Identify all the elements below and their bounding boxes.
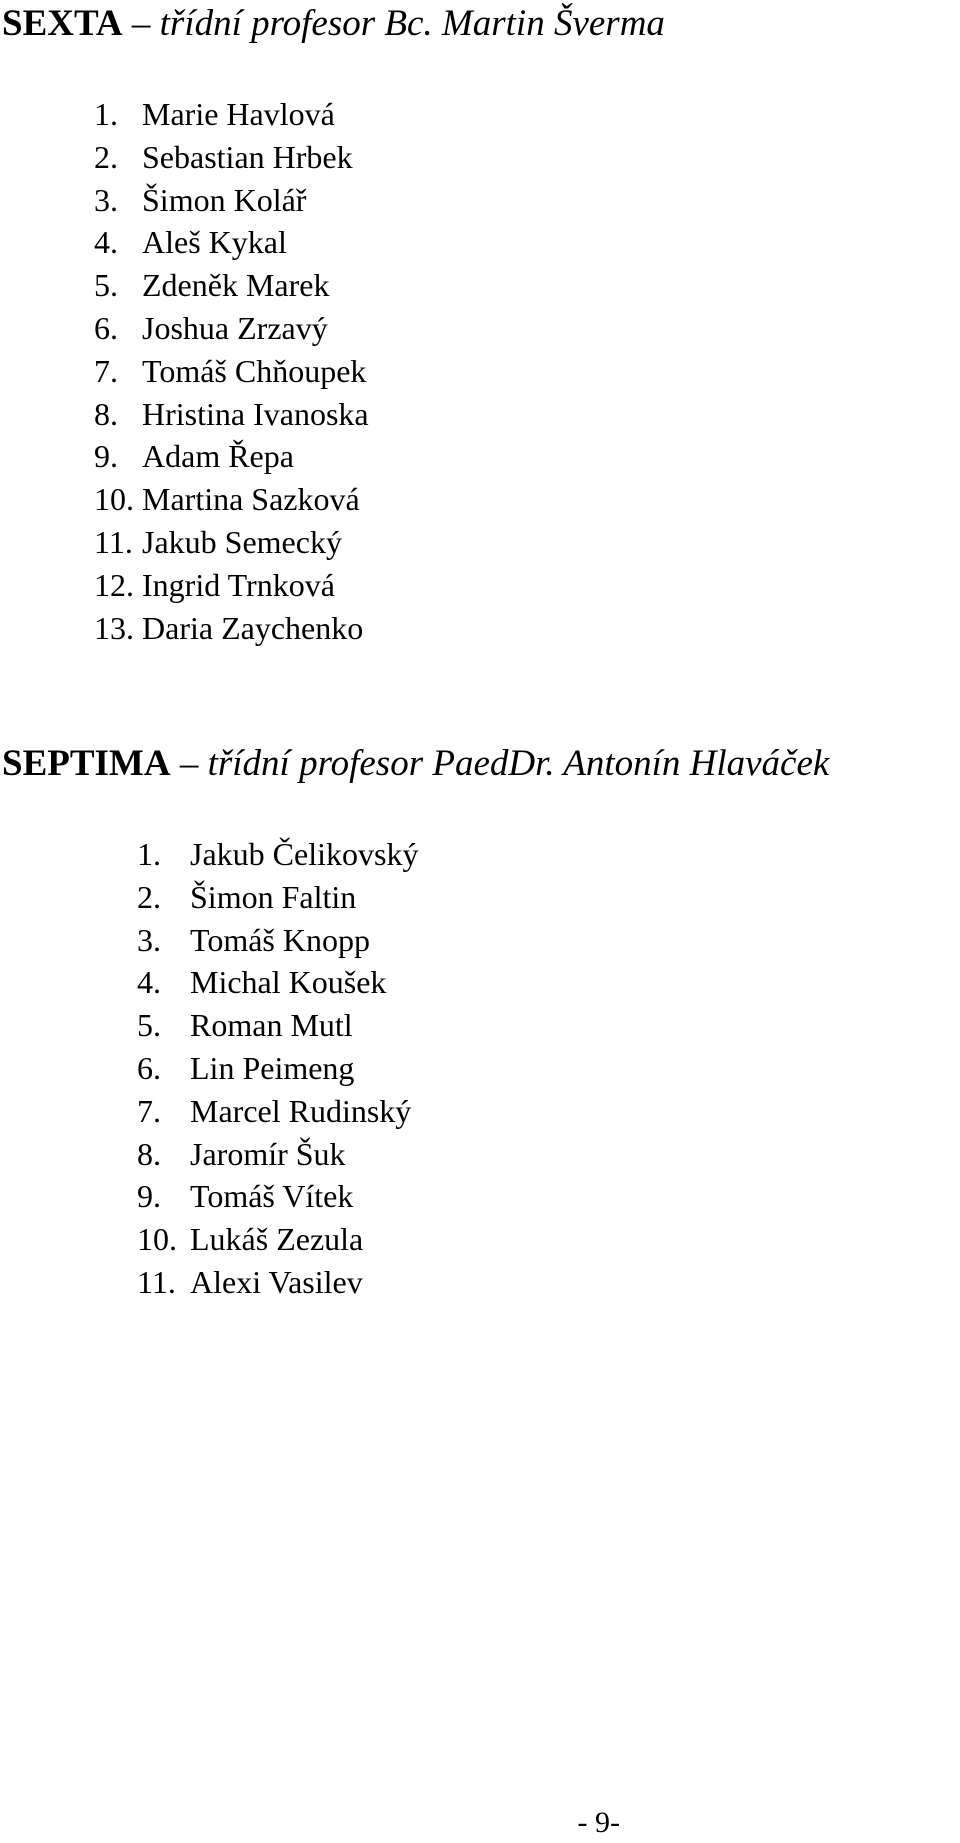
list-item (137, 1004, 418, 1047)
item-number: 9. (137, 1178, 161, 1215)
student-name: Marie Havlová (142, 96, 335, 132)
student-name: Michal Koušek (190, 964, 387, 1001)
student-name: Alexi Vasilev (190, 1263, 363, 1300)
item-number: 1. (94, 96, 118, 132)
item-number: 11. (137, 1263, 176, 1300)
list-item (137, 1133, 418, 1176)
list-item (94, 264, 369, 307)
item-number: 10. (137, 1221, 177, 1258)
item-number: 4. (137, 964, 161, 1001)
student-name: Joshua Zrzavý (142, 309, 328, 346)
list-item (94, 521, 369, 564)
list-item (94, 350, 369, 393)
item-number: 6. (137, 1049, 161, 1086)
sexta-heading (2, 2, 665, 46)
page-number: - 9- (577, 1806, 620, 1839)
student-name: Tomáš Knopp (190, 921, 370, 958)
heading-dash: – (131, 3, 151, 44)
list-item (94, 307, 369, 350)
heading-dash: – (179, 743, 199, 784)
class-name: SEXTA (2, 3, 123, 44)
list-item (137, 833, 418, 876)
student-name: Tomáš Chňoupek (142, 352, 367, 389)
item-number: 3. (137, 921, 161, 958)
list-item (137, 1047, 418, 1090)
student-name: Tomáš Vítek (190, 1178, 354, 1215)
student-name: Sebastian Hrbek (142, 138, 353, 175)
list-item (137, 961, 418, 1004)
student-name: Hristina Ivanoska (142, 395, 369, 432)
student-name: Adam Řepa (142, 438, 294, 475)
list-item (94, 93, 369, 136)
item-number: 5. (94, 267, 118, 304)
student-name: Jakub Semecký (142, 523, 342, 560)
student-name: Aleš Kykal (142, 224, 287, 261)
student-name: Lukáš Zezula (190, 1221, 364, 1258)
class-teacher: třídní profesor Bc. Martin Šverma (159, 3, 665, 44)
item-number: 7. (137, 1092, 161, 1129)
item-number: 1. (137, 836, 161, 872)
student-name: Daria Zaychenko (142, 609, 364, 646)
student-name: Šimon Faltin (190, 878, 357, 915)
list-item (137, 1175, 418, 1218)
list-item (94, 564, 369, 607)
list-item (94, 393, 369, 436)
class-name: SEPTIMA (2, 743, 171, 784)
list-item (137, 876, 418, 919)
item-number: 10. (94, 481, 134, 518)
list-item (137, 1218, 418, 1261)
septima-heading (2, 742, 829, 786)
list-item (137, 1261, 418, 1304)
item-number: 2. (94, 138, 118, 175)
student-name: Ingrid Trnková (142, 566, 335, 603)
list-item (94, 607, 369, 650)
list-item (137, 1090, 418, 1133)
list-item (94, 478, 369, 521)
student-name: Marcel Rudinský (190, 1092, 412, 1129)
item-number: 9. (94, 438, 118, 475)
item-number: 11. (94, 523, 133, 560)
septima-student-list (137, 833, 418, 1304)
item-number: 7. (94, 352, 118, 389)
item-number: 13. (94, 609, 134, 646)
item-number: 6. (94, 309, 118, 346)
student-name: Šimon Kolář (142, 181, 307, 218)
item-number: 8. (94, 395, 118, 432)
student-name: Jakub Čelikovský (190, 836, 419, 872)
sexta-student-list (94, 93, 369, 649)
list-item (94, 221, 369, 264)
student-name: Lin Peimeng (190, 1049, 355, 1086)
item-number: 4. (94, 224, 118, 261)
student-name: Zdeněk Marek (142, 267, 330, 304)
item-number: 2. (137, 878, 161, 915)
student-name: Roman Mutl (190, 1007, 353, 1044)
list-item (94, 136, 369, 179)
class-teacher: třídní profesor PaedDr. Antonín Hlaváček (207, 743, 830, 784)
list-item (137, 919, 418, 962)
list-item (94, 435, 369, 478)
item-number: 12. (94, 566, 134, 603)
list-item (94, 179, 369, 222)
student-name: Martina Sazková (142, 481, 360, 518)
item-number: 5. (137, 1007, 161, 1044)
item-number: 3. (94, 181, 118, 218)
student-name: Jaromír Šuk (190, 1135, 346, 1172)
item-number: 8. (137, 1135, 161, 1172)
